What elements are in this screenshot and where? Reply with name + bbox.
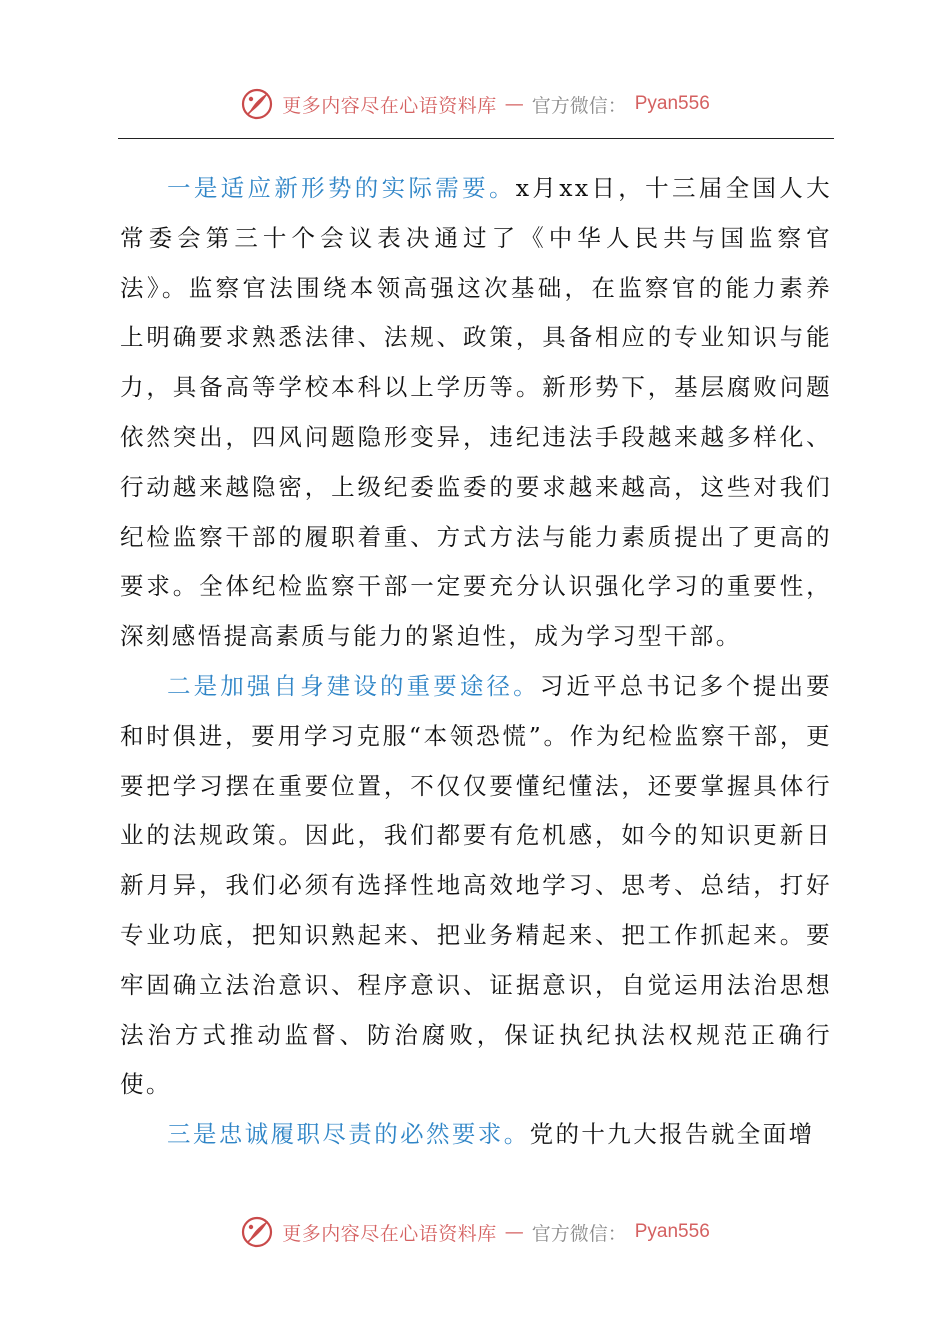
paragraph-2-lead: 二是加强自身建设的重要途径。 <box>167 671 540 700</box>
paragraph-2-body: 习近平总书记多个提出要和时俱进，要用学习克服“本领恐慌”。作为纪检监察干部，更要把学习摆在重要位置，不仅仅要懂纪懂法，还要掌握具体行业的法规政策。因此，我们都要有危机感，如今的知识更新日新月异，我们必须有选择性地高效地学习、思考、总结，打好专业功底，把知识熟起来、把业务精起来、把工作抓起来。要牢固确立法治意识、程序意识、证据意识，自觉运用法治思想法治方式推动监督、防治腐败，保证执纪执法权规范正确行使。 <box>120 671 832 1099</box>
paragraph-1-body: x月xx日，十三届全国人大常委会第三十个会议表决通过了《中华人民共与国监察官法》。监察官法围绕本领高强这次基础，在监察官的能力素养上明确要求熟悉法律、法规、政策，具备相应的专业知识与能力，具备高等学校本科以上学历等。新形势下，基层腐败问题依然突出，四风问题隐形变异，违纪违法手段越来越多样化、行动越来越隐密，上级纪委监委的要求越来越高，这些对我们纪检监察干部的履职着重、方式方法与能力素质提出了更高的要求。全体纪检监察干部一定要充分认识强化学习的重要性，深刻感悟提高素质与能力的紧迫性，成为学习型干部。 <box>120 174 832 651</box>
header-divider <box>118 138 834 139</box>
paragraph-1 <box>120 164 832 662</box>
document-body <box>120 164 832 1160</box>
footer-watermark-wechat-id: Pyan556 <box>634 1221 710 1242</box>
watermark-wechat-id: Pyan556 <box>634 93 710 114</box>
paragraph-2 <box>120 662 832 1110</box>
footer-watermark-site-text: 更多内容尽在心语资料库 <box>282 1222 497 1245</box>
watermark-site-text: 更多内容尽在心语资料库 <box>282 94 497 117</box>
footer-watermark-dash: — <box>504 1221 524 1243</box>
watermark-dash: — <box>504 93 524 115</box>
feather-pen-logo-icon <box>240 1215 274 1249</box>
watermark-official-label: 官方微信： <box>531 94 627 117</box>
header-watermark <box>0 82 950 126</box>
paragraph-3 <box>120 1110 832 1160</box>
paragraph-1-lead: 一是适应新形势的实际需要。 <box>167 174 516 202</box>
footer-watermark <box>0 1210 950 1254</box>
paragraph-3-body: 党的十九大报告就全面增 <box>529 1120 815 1149</box>
feather-pen-logo-icon <box>240 87 274 121</box>
footer-watermark-official-label: 官方微信： <box>531 1222 627 1245</box>
paragraph-3-lead: 三是忠诚履职尽责的必然要求。 <box>167 1120 530 1149</box>
